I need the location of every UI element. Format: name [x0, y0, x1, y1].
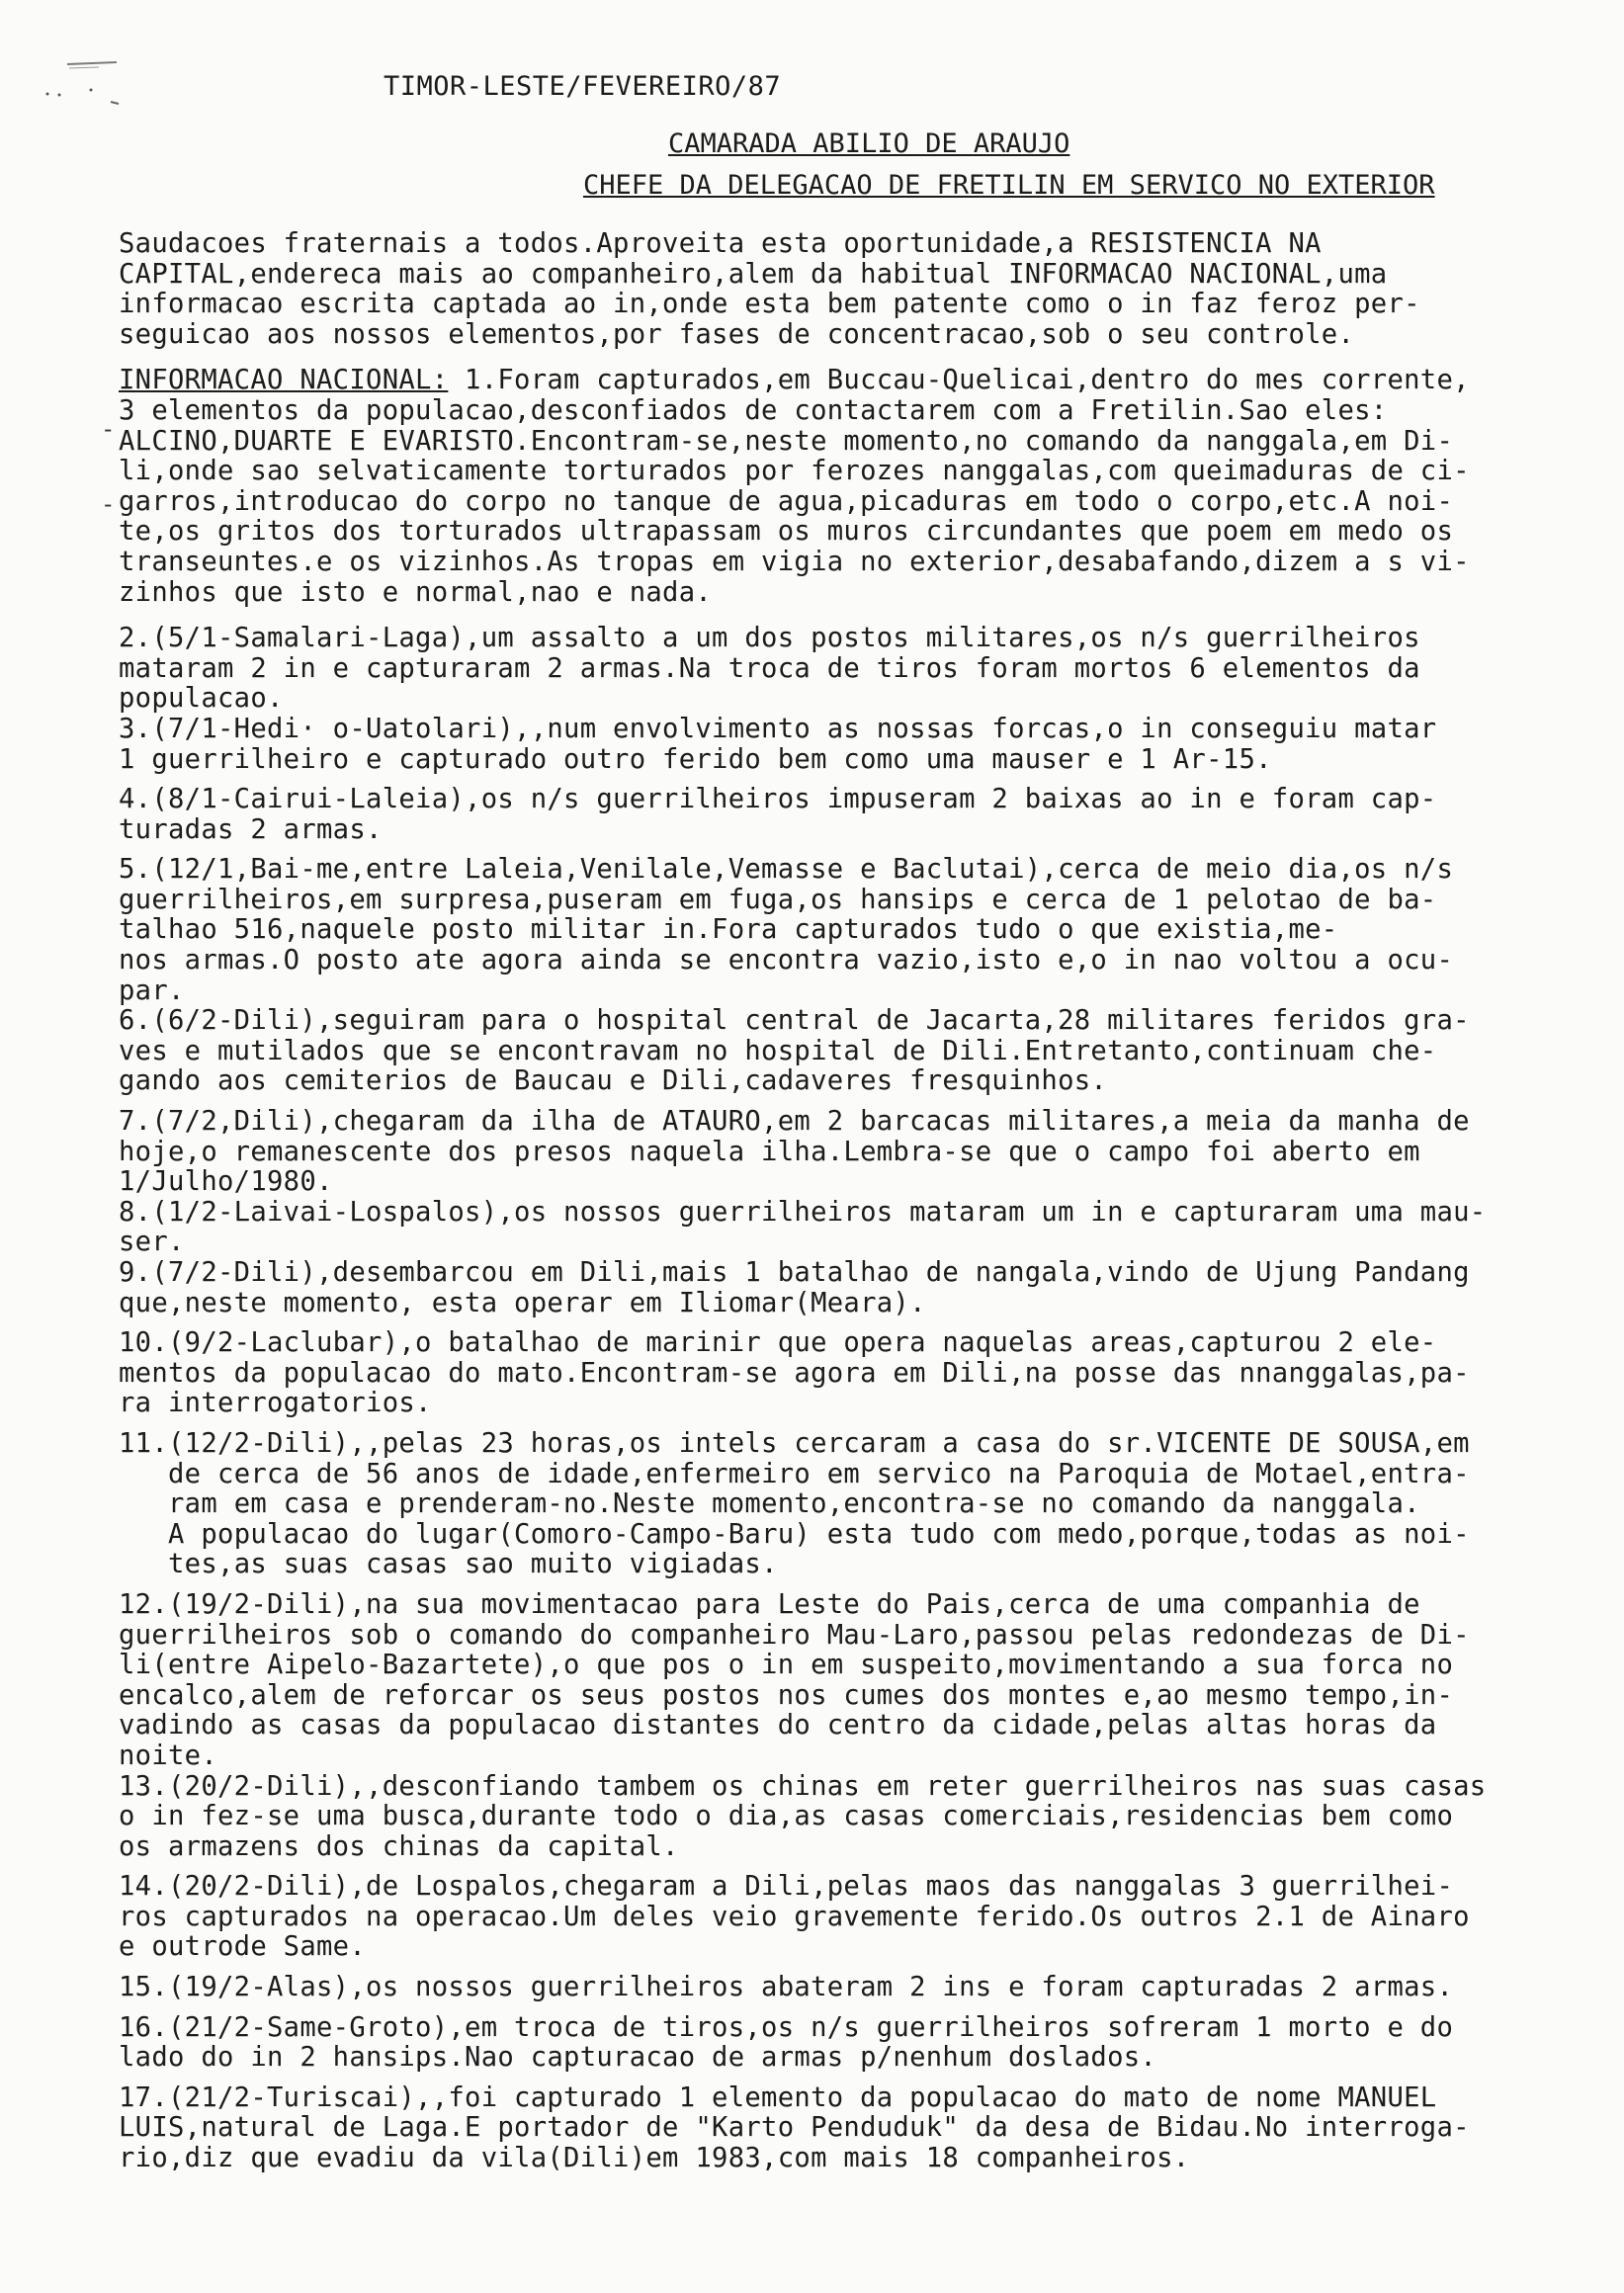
intro-paragraph: Saudacoes fraternais a todos.Aproveita esta oportunidade,a RESISTENCIA NA CAPITAL,endereca mais ao companheiro,alem da habitual INFORMACAO NACIONAL,uma informacao escrita captada ao in,onde esta bem patente como o in faz feroz per- seguicao aos nossos elementos,por fases de concentracao,sob o seu controle.	[119, 228, 1420, 350]
news-item-13: 13.(20/2-Dili),,desconfiando tambem os chinas em reter guerrilheiros nas suas casas o in fez-se uma busca,durante todo o dia,as casas comerciais,residencias bem como os armazens dos chinas da capital.	[119, 1770, 1487, 1862]
news-item-8: 8.(1/2-Laivai-Lospalos),os nossos guerrilheiros mataram um in e capturaram uma mau- ser.	[119, 1196, 1487, 1258]
corner-smudge-marks	[30, 54, 148, 114]
document-title: TIMOR-LESTE/FEVEREIRO/87	[384, 71, 782, 102]
news-item-14: 14.(20/2-Dili),de Lospalos,chegaram a Dili,pelas maos das nanggalas 3 guerrilhei- ros capturados na operacao.Um deles veio gravemente ferido.Os outros 2.1 de Ainaro e outrode Same.	[119, 1871, 1470, 1963]
news-item-12: 12.(19/2-Dili),na sua movimentacao para Leste do Pais,cerca de uma companhia de guerrilheiros sob o comando do companheiro Mau-Laro,passou pelas redondezas de Di- li(entre Aipelo-Bazartete),o que pos o in em suspeito,movimentando a sua forca no encalco,alem de reforcar os seus postos nos cumes dos montes e,ao mesmo tempo,in- vadindo as casas da populacao distantes do centro da cidade,pelas altas horas da noite.	[119, 1588, 1470, 1771]
news-item-15: 15.(19/2-Alas),os nossos guerrilheiros abateram 2 ins e foram capturadas 2 armas.	[119, 1972, 1454, 2003]
section-label: INFORMACAO NACIONAL:	[119, 365, 449, 396]
news-item-5: 5.(12/1,Bai-me,entre Laleia,Venilale,Vemasse e Baclutai),cerca de meio dia,os n/s guerrilheiros,em surpresa,puseram em fuga,os hansips e cerca de 1 pelotao de ba- talhao 516,naquele posto militar in.Fora capturados tudo o que existia,me- nos armas.O posto ate agora ainda se encontra vazio,isto e,o in nao voltou a ocu- par.	[119, 854, 1454, 1006]
news-item-7: 7.(7/2,Dili),chegaram da ilha de ATAURO,em 2 barcacas militares,a meia da manha de hoje,o remanescente dos presos naquela ilha.Lembra-se que o campo foi aberto em 1/Julho/1980.	[119, 1106, 1470, 1198]
news-item-3: 3.(7/1-Hedi· o-Uatolari),,num envolvimento as nossas forcas,o in conseguiu matar 1 guerrilheiro e capturado outro ferido bem como uma mauser e 1 Ar-15.	[119, 713, 1437, 775]
news-item-11: 11.(12/2-Dili),,pelas 23 horas,os intels cercaram a casa do sr.VICENTE DE SOUSA,em de cerca de 56 anos de idade,enfermeiro em servico na Paroquia de Motael,entra- ram em casa e prenderam-no.Neste momento,encontra-se no comando da nanggala. A populacao do lugar(Comoro-Campo-Baru) esta tudo com medo,porque,todas as noi- tes,as suas casas sao muito vigiadas.	[119, 1427, 1470, 1580]
news-item-9: 9.(7/2-Dili),desembarcou em Dili,mais 1 batalhao de nangala,vindo de Ujung Pandang que,neste momento, esta operar em Iliomar(Meara).	[119, 1257, 1470, 1318]
news-item-4: 4.(8/1-Cairui-Laleia),os n/s guerrilheiros impuseram 2 baixas ao in e foram cap- turadas 2 armas.	[119, 784, 1437, 845]
document-body	[119, 229, 1581, 2174]
addressee-line: CAMARADA ABILIO DE ARAUJO	[668, 128, 1070, 159]
news-item-1	[119, 366, 1581, 608]
news-item-1-text: 1.Foram capturados,em Buccau-Quelicai,dentro do mes corrente, 3 elementos da populacao,desconfiados de contactarem com a Fretilin.Sao eles: ALCINO,DUARTE E EVARISTO.Encontram-se,neste momento,no comando da nanggala,em Di- li,onde sao selvaticamente torturados por ferozes nanggalas,com queimaduras de ci- garros,introducao do corpo no tanque de agua,picaduras em todo o corpo,etc.A noi- te,os gritos dos torturados ultrapassam os muros circundantes que poem em medo os transeuntes.e os vizinhos.As tropas em vigia no exterior,desabafando,dizem a s vi- zinhos que isto e normal,nao e nada.	[119, 365, 1470, 608]
news-item-2: 2.(5/1-Samalari-Laga),um assalto a um dos postos militares,os n/s guerrilheiros mataram 2 in e capturaram 2 armas.Na troca de tiros foram mortos 6 elementos da populacao.	[119, 623, 1420, 715]
news-item-6: 6.(6/2-Dili),seguiram para o hospital central de Jacarta,28 militares feridos gra- ves e mutilados que se encontravam no hospital de Dili.Entretanto,continuam che- gando aos cemiterios de Baucau e Dili,cadaveres fresquinhos.	[119, 1005, 1470, 1097]
news-item-16: 16.(21/2-Same-Groto),em troca de tiros,os n/s guerrilheiros sofreram 1 morto e do lado do in 2 hansips.Nao capturacao de armas p/nenhum doslados.	[119, 2011, 1454, 2074]
news-item-17: 17.(21/2-Turiscai),,foi capturado 1 elemento da populacao do mato de nome MANUEL LUIS,natural de Laga.E portador de "Karto Penduduk" da desa de Bidau.No interroga- rio,diz que evadiu da vila(Dili)em 1983,com mais 18 companheiros.	[119, 2081, 1470, 2174]
addressee-role-line: CHEFE DA DELEGACAO DE FRETILIN EM SERVICO NO EXTERIOR	[583, 170, 1435, 201]
margin-dash-mark: -	[101, 415, 116, 443]
news-item-10: 10.(9/2-Laclubar),o batalhao de marinir que opera naquelas areas,capturou 2 ele- mentos da populacao do mato.Encontram-se agora em Dili,na posse das nnanggalas,pa- ra interrogatorios.	[119, 1327, 1470, 1419]
margin-dash-mark: -	[101, 490, 116, 518]
